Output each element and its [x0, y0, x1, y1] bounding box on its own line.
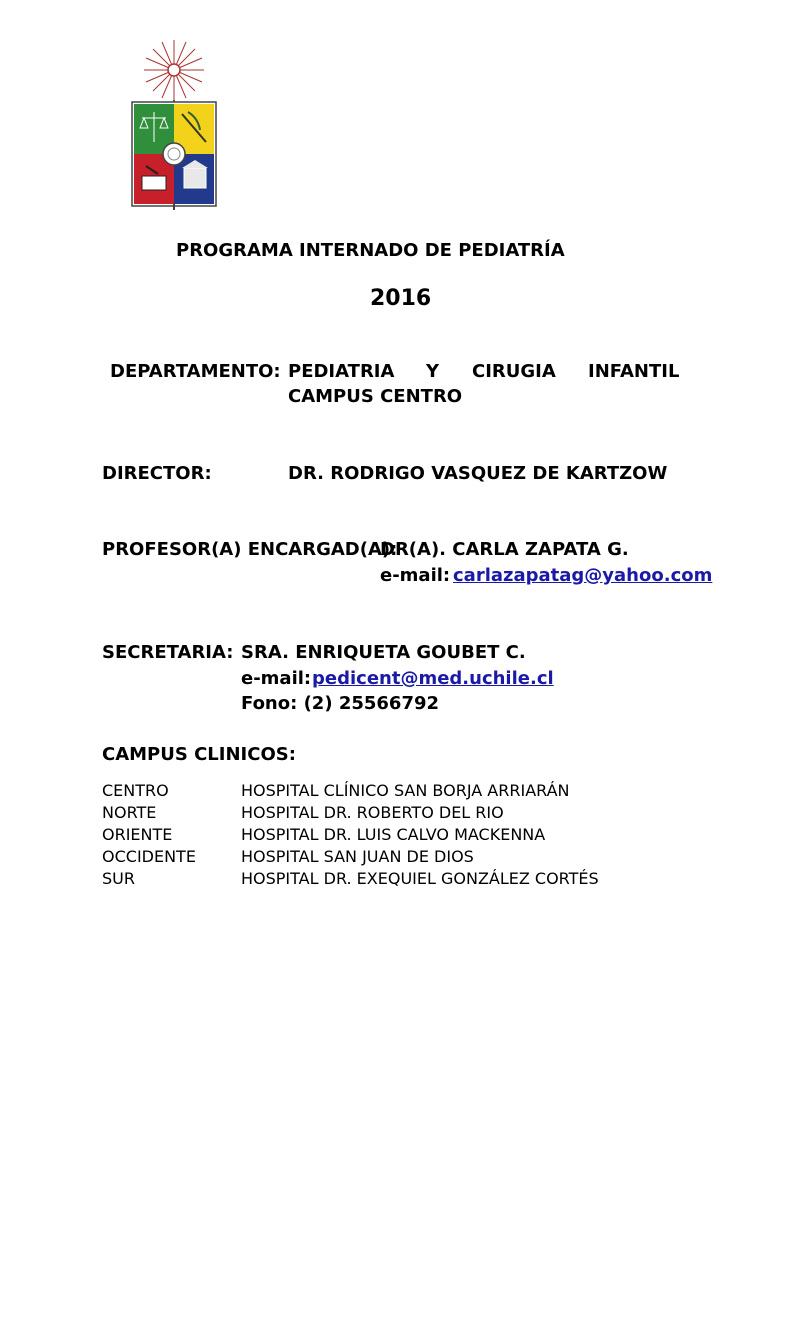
director-label: DIRECTOR: — [102, 463, 212, 484]
department-word-3: CIRUGIA — [472, 361, 556, 382]
department-word-1: PEDIATRIA — [288, 361, 395, 382]
campus-hospital: HOSPITAL CLÍNICO SAN BORJA ARRIARÁN — [241, 781, 570, 800]
campus-heading: CAMPUS CLINICOS: — [102, 744, 296, 765]
department-word-2: Y — [426, 361, 440, 382]
campus-hospital: HOSPITAL DR. EXEQUIEL GONZÁLEZ CORTÉS — [241, 869, 599, 888]
professor-label: PROFESOR(A) ENCARGAD(A): — [102, 539, 398, 560]
program-year: 2016 — [370, 286, 432, 311]
secretary-name: SRA. ENRIQUETA GOUBET C. — [241, 642, 526, 663]
campus-hospital: HOSPITAL SAN JUAN DE DIOS — [241, 847, 474, 866]
campus-zone: ORIENTE — [102, 825, 173, 844]
campus-zone: SUR — [102, 869, 135, 888]
campus-zone: NORTE — [102, 803, 157, 822]
campus-zone: CENTRO — [102, 781, 169, 800]
page-title: PROGRAMA INTERNADO DE PEDIATRÍA — [176, 240, 565, 261]
department-label: DEPARTAMENTO: — [110, 361, 281, 382]
professor-email-label: e-mail: — [380, 565, 451, 586]
secretary-label: SECRETARIA: — [102, 642, 234, 663]
professor-name: DR(A). CARLA ZAPATA G. — [380, 539, 629, 560]
department-campus: CAMPUS CENTRO — [288, 386, 463, 407]
professor-email-link[interactable]: carlazapatag@yahoo.com — [453, 565, 713, 586]
secretary-email-link[interactable]: pedicent@med.uchile.cl — [312, 668, 554, 689]
secretary-email-label: e-mail: — [241, 668, 312, 689]
university-crest-logo — [128, 38, 220, 210]
director-name: DR. RODRIGO VASQUEZ DE KARTZOW — [288, 463, 668, 484]
campus-hospital: HOSPITAL DR. LUIS CALVO MACKENNA — [241, 825, 546, 844]
secretary-phone: Fono: (2) 25566792 — [241, 693, 440, 714]
campus-hospital: HOSPITAL DR. ROBERTO DEL RIO — [241, 803, 504, 822]
campus-zone: OCCIDENTE — [102, 847, 196, 866]
department-word-4: INFANTIL — [588, 361, 680, 382]
